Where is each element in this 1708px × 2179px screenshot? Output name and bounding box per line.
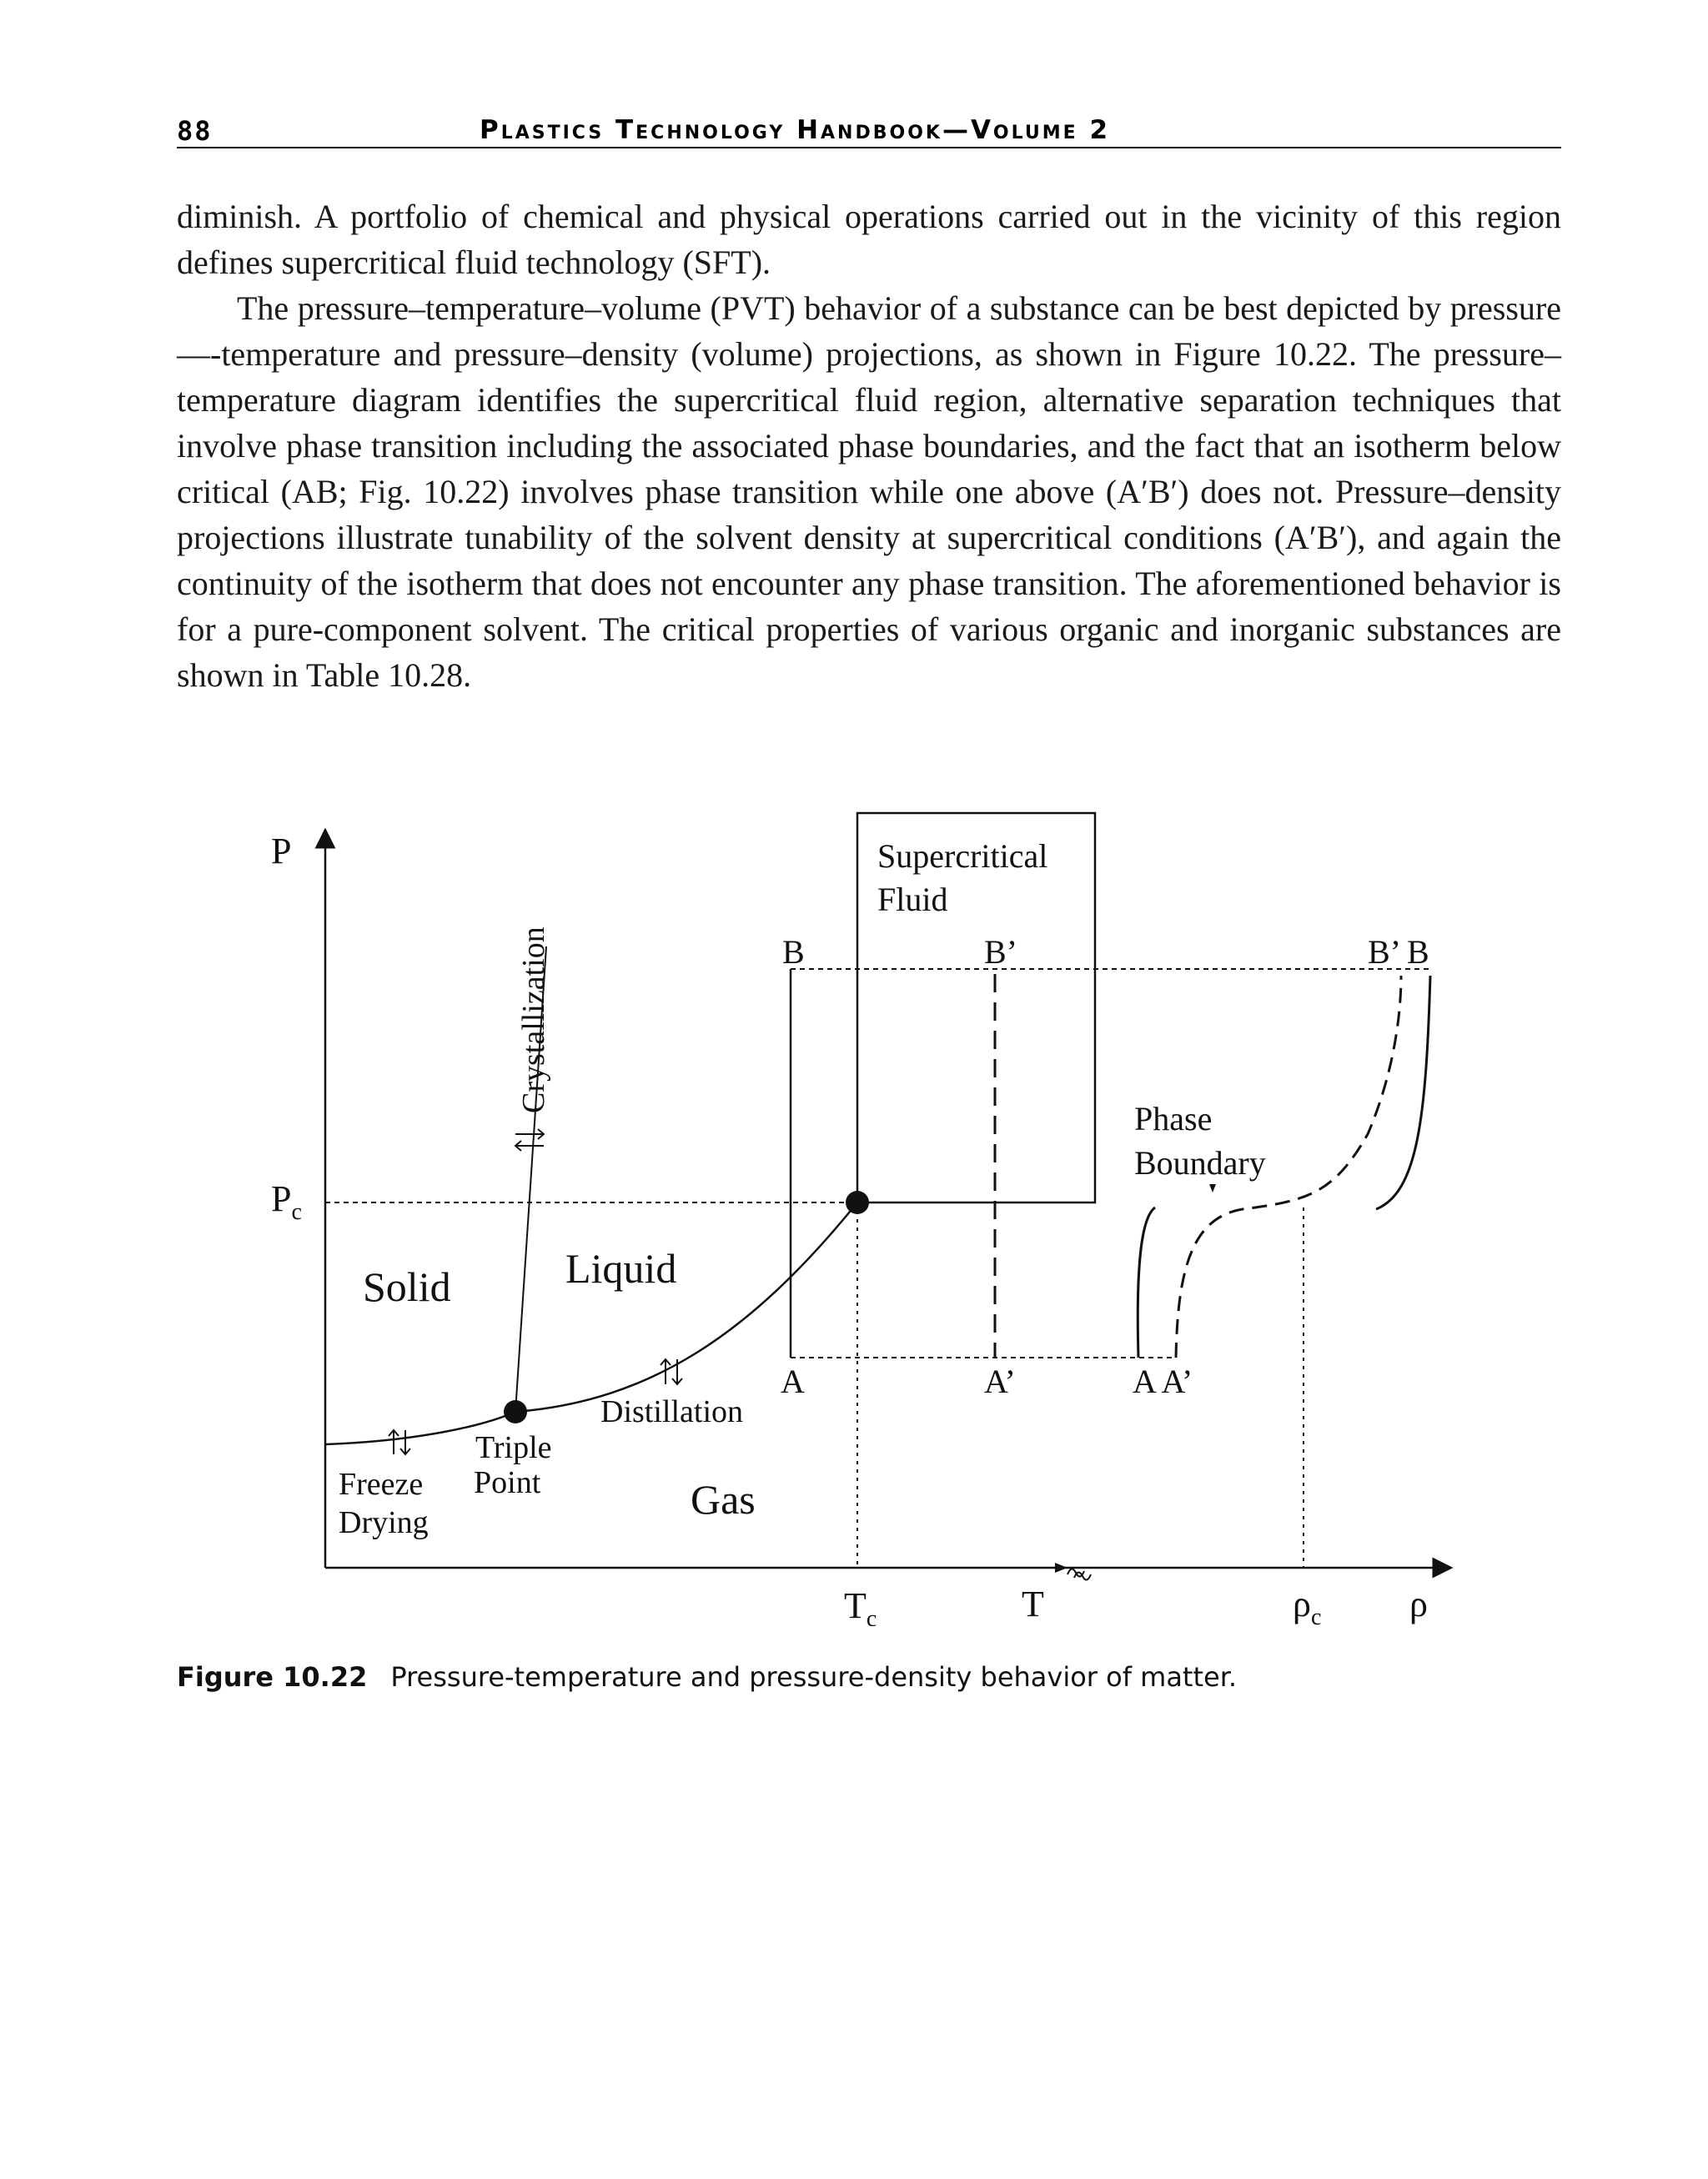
- phase-boundary-left: [1138, 1207, 1155, 1358]
- phase-boundary-label-2: Boundary: [1134, 1144, 1266, 1182]
- distillation-label: Distillation: [600, 1394, 743, 1429]
- rho-b-prime-b-label: B’ B: [1368, 933, 1429, 971]
- caption-text: Pressure-temperature and pressure-density behavior of matter.: [390, 1661, 1238, 1693]
- phase-boundary-label-1: Phase: [1134, 1100, 1213, 1137]
- paragraph-2: The pressure–temperature–volume (PVT) behavior of a substance can be best depicted by pressure—-temperature and pressure–density (volume) projections, as shown in Figure 10.22. The pressure–temperature diagram identifies the supercritical fluid region, alternative separation techniques that involve phase transition including the associated phase boundaries, and the fact that an isotherm below critical (AB; Fig. 10.22) involves phase transition while one above (A′B′) does not. Pressure–density projections illustrate tunability of the solvent density at supercritical conditions (A′B′), and again the continuity of the isotherm that does not encounter any phase transition. The aforementioned behavior is for a pure-component solvent. The critical properties of various organic and inorganic substances are shown in Table 10.28.: [177, 289, 1561, 694]
- point-a-label: A: [781, 1363, 805, 1400]
- rho-a-a-prime-label: A A’: [1133, 1363, 1193, 1400]
- figure-10-22: [250, 801, 1501, 1626]
- triple-point-label-1: Triple: [475, 1430, 552, 1465]
- pc-label: $P_c$: [271, 1178, 302, 1225]
- running-title: Plastics Technology Handbook—Volume 2: [480, 115, 1111, 145]
- rhoc-label: $\rho_c$: [1293, 1584, 1322, 1626]
- caption-label: Figure 10.22: [177, 1661, 368, 1693]
- triple-point-label-2: Point: [474, 1465, 541, 1500]
- crystallization-label: Crystallization: [516, 926, 551, 1113]
- gas-label: Gas: [691, 1476, 756, 1523]
- tc-label: $T_c$: [844, 1585, 877, 1626]
- critical-point: [846, 1191, 869, 1214]
- triple-point: [504, 1400, 527, 1423]
- body-text: [177, 193, 1561, 698]
- fluid-label: Fluid: [877, 881, 948, 918]
- header-rule: [177, 147, 1561, 148]
- point-b-prime-label: B’: [984, 933, 1017, 971]
- liquid-label: Liquid: [565, 1245, 677, 1292]
- vaporization-curve: [325, 1202, 857, 1444]
- phase-diagram: [250, 801, 1501, 1626]
- paragraph-1: diminish. A portfolio of chemical and physical operations carried out in the vicinity of this region defines supercritical fluid technology (SFT).: [177, 198, 1561, 281]
- point-a-prime-label: A’: [984, 1363, 1016, 1400]
- t-axis-label: T: [1022, 1584, 1044, 1624]
- supercritical-label: Supercritical: [877, 837, 1048, 875]
- freeze-drying-arrows-icon: [389, 1430, 410, 1454]
- p-axis-label: P: [271, 831, 292, 871]
- freeze-drying-label-2: Drying: [339, 1505, 429, 1540]
- point-b-label: B: [782, 933, 805, 971]
- phase-boundary-arrow-icon: [1209, 1184, 1216, 1192]
- figure-caption: [177, 1661, 1237, 1693]
- rho-axis-label: ρ: [1409, 1584, 1428, 1624]
- crystallization-arrows-icon: [515, 1129, 544, 1151]
- freeze-drying-label-1: Freeze: [339, 1467, 424, 1502]
- axis-break-icon: [1068, 1569, 1091, 1579]
- page-number: 88: [177, 115, 213, 147]
- solid-label: Solid: [363, 1263, 451, 1310]
- axis-break-arrow-icon: [1055, 1563, 1068, 1573]
